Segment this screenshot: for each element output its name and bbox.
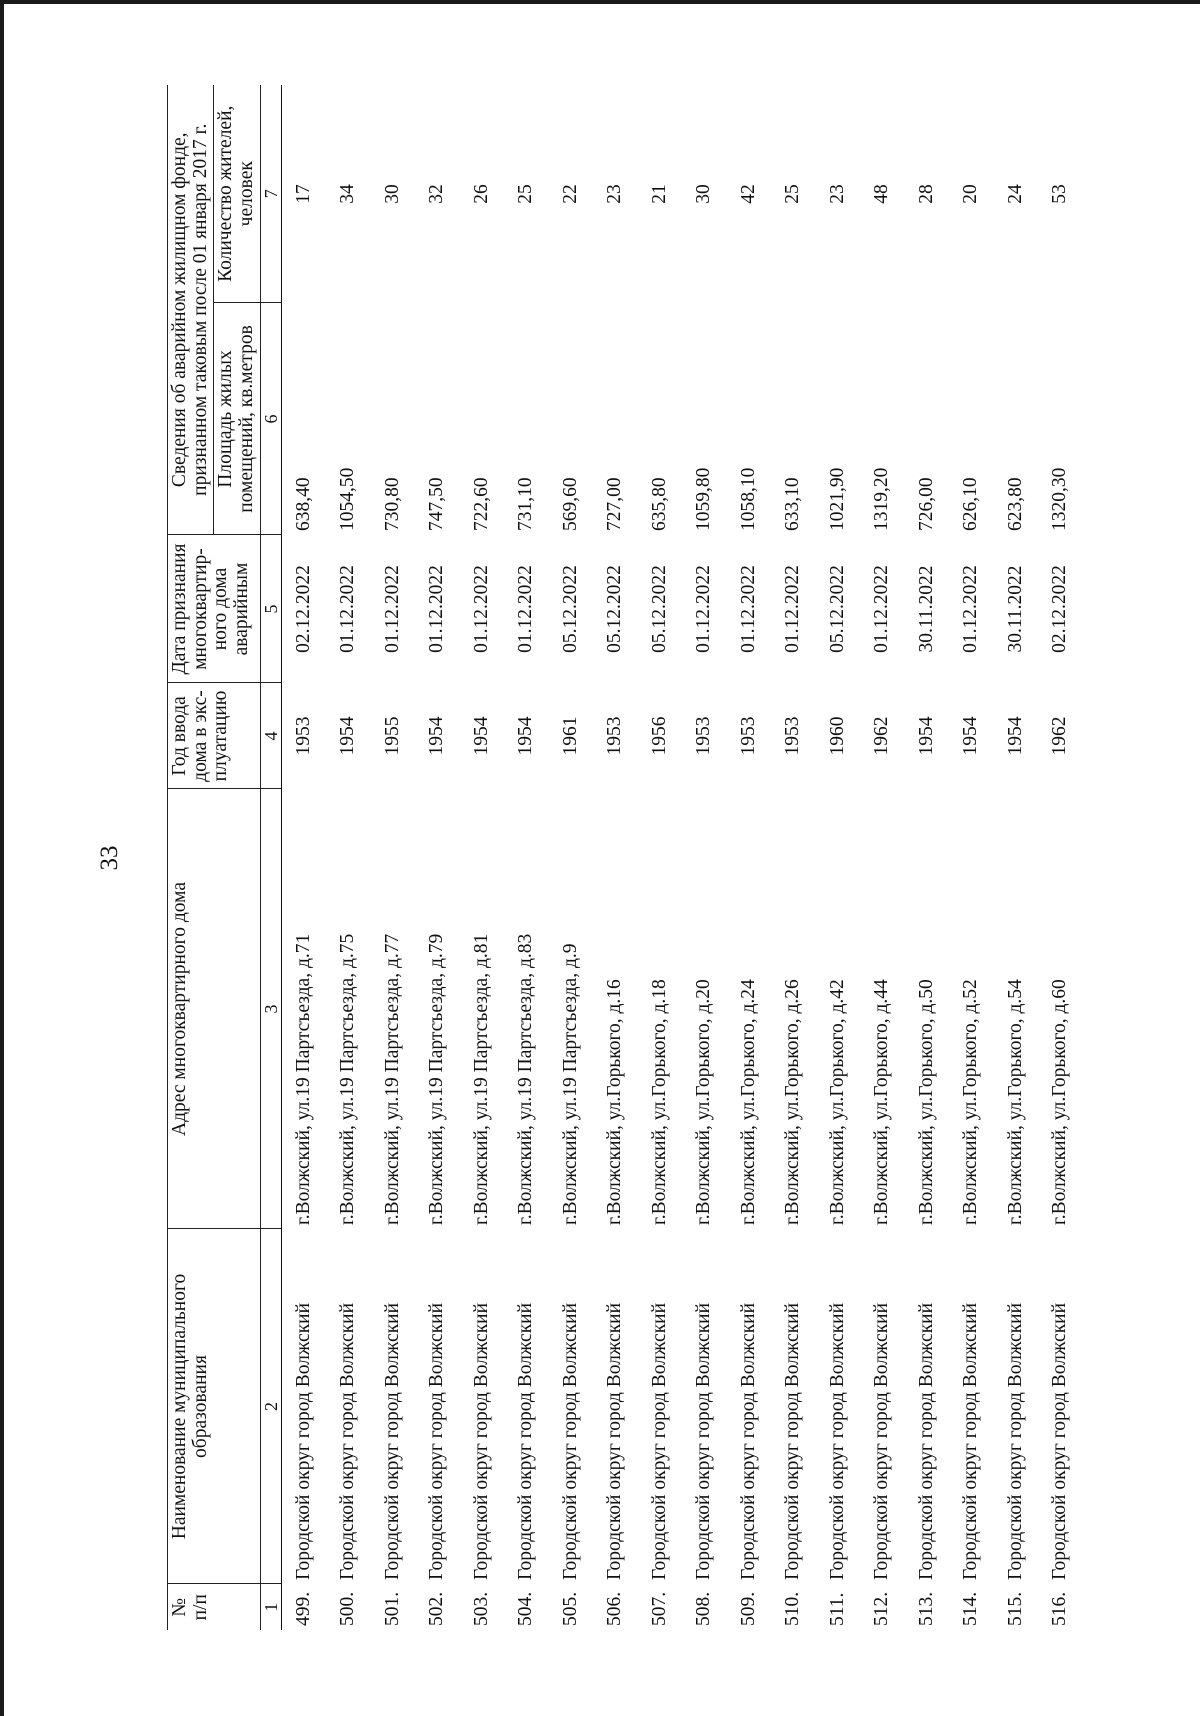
rotated-table-container: [167, 85, 1167, 1630]
page-number: 33: [96, 845, 123, 871]
row-number: 499.: [292, 1591, 314, 1626]
table-row: [460, 85, 505, 1630]
municipality-name: Городской округ город Волжский: [604, 1302, 626, 1580]
header-municipality: Наименование муниципального образования: [168, 1229, 261, 1584]
municipality-name: Городской округ город Волжский: [871, 1302, 893, 1580]
emergency-date: 01.12.2022: [782, 565, 804, 653]
emergency-date: 02.12.2022: [292, 565, 314, 653]
table-row: [994, 85, 1039, 1630]
table-row: [593, 85, 638, 1630]
municipality-name: Городской округ город Волжский: [426, 1302, 448, 1580]
house-address: г.Волжский, ул.19 Партсъезда, д.83: [515, 933, 537, 1225]
table-row: [504, 85, 549, 1630]
row-number: 500.: [337, 1591, 359, 1626]
commission-year: 1953: [693, 716, 715, 756]
table-row: [682, 85, 727, 1630]
living-area: 633,10: [782, 477, 804, 531]
commission-year: 1954: [960, 716, 982, 756]
house-address: г.Волжский, ул.Горького, д.44: [871, 979, 893, 1225]
commission-year: 1962: [1049, 716, 1071, 756]
municipality-name: Городской округ город Волжский: [470, 1302, 492, 1580]
municipality-name: Городской округ город Волжский: [693, 1302, 715, 1580]
row-number: 512.: [871, 1591, 893, 1626]
house-address: г.Волжский, ул.19 Партсъезда, д.75: [337, 933, 359, 1225]
living-area: 638,40: [292, 477, 314, 531]
emergency-date: 01.12.2022: [381, 565, 403, 653]
residents-count: 17: [292, 184, 314, 204]
house-address: г.Волжский, ул.19 Партсъезда, д.71: [292, 933, 314, 1225]
commission-year: 1960: [826, 716, 848, 756]
row-number: 504.: [515, 1591, 537, 1626]
emergency-date: 01.12.2022: [515, 565, 537, 653]
emergency-date: 01.12.2022: [871, 565, 893, 653]
residents-count: 48: [871, 184, 893, 204]
emergency-date: 01.12.2022: [470, 565, 492, 653]
row-number: 508.: [693, 1591, 715, 1626]
municipality-name: Городской округ город Волжский: [826, 1302, 848, 1580]
emergency-date: 05.12.2022: [826, 565, 848, 653]
header-area: Площадь жилых помещений, кв.метров: [214, 303, 260, 535]
header-info-group: Сведения об аварийном жилищном фонде, признанном таковым после 01 января 2017 г.: [168, 85, 214, 535]
commission-year: 1956: [648, 716, 670, 756]
emergency-date: 01.12.2022: [337, 565, 359, 653]
header-address: Адрес многоквартирного дома: [168, 789, 261, 1229]
residents-count: 26: [470, 184, 492, 204]
emergency-date: 05.12.2022: [604, 565, 626, 653]
house-address: г.Волжский, ул.Горького, д.42: [826, 979, 848, 1225]
row-number: 510.: [782, 1591, 804, 1626]
living-area: 626,10: [960, 477, 982, 531]
table-row: [549, 85, 594, 1630]
row-number: 505.: [559, 1591, 581, 1626]
house-address: г.Волжский, ул.Горького, д.24: [737, 979, 759, 1225]
column-number: 6: [260, 303, 281, 535]
municipality-name: Городской округ город Волжский: [648, 1302, 670, 1580]
commission-year: 1954: [470, 716, 492, 756]
table-row: [905, 85, 950, 1630]
living-area: 1320,30: [1049, 467, 1071, 531]
living-area: 726,00: [915, 477, 937, 531]
commission-year: 1953: [292, 716, 314, 756]
house-address: г.Волжский, ул.Горького, д.52: [960, 979, 982, 1225]
house-address: г.Волжский, ул.Горького, д.16: [604, 979, 626, 1225]
emergency-date: 01.12.2022: [960, 565, 982, 653]
emergency-date: 05.12.2022: [559, 565, 581, 653]
table-row: [371, 85, 416, 1630]
municipality-name: Городской округ город Волжский: [337, 1302, 359, 1580]
residents-count: 23: [604, 184, 626, 204]
commission-year: 1954: [426, 716, 448, 756]
table-row: [771, 85, 816, 1630]
residents-count: 23: [826, 184, 848, 204]
table-row: [949, 85, 994, 1630]
living-area: 635,80: [648, 477, 670, 531]
table-row: [727, 85, 772, 1630]
municipality-name: Городской округ город Волжский: [559, 1302, 581, 1580]
residents-count: 24: [1004, 184, 1026, 204]
residents-count: 53: [1049, 184, 1071, 204]
residents-count: 28: [915, 184, 937, 204]
living-area: 730,80: [381, 477, 403, 531]
header-date: Дата признания многоквартир-ного дома аварийным: [168, 535, 261, 683]
commission-year: 1953: [782, 716, 804, 756]
emergency-date: 30.11.2022: [915, 565, 937, 653]
commission-year: 1954: [915, 716, 937, 756]
row-number: 516.: [1049, 1591, 1071, 1626]
row-number: 513.: [915, 1591, 937, 1626]
living-area: 1021,90: [826, 467, 848, 531]
commission-year: 1953: [604, 716, 626, 756]
municipality-name: Городской округ город Волжский: [782, 1302, 804, 1580]
living-area: 731,10: [515, 477, 537, 531]
table-row: [816, 85, 861, 1630]
living-area: 569,60: [559, 477, 581, 531]
table-row: [860, 85, 905, 1630]
column-number-row: [260, 85, 281, 1630]
column-number: 4: [260, 683, 281, 789]
scan-edge-left: [0, 0, 4, 1716]
residents-count: 25: [515, 184, 537, 204]
emergency-date: 01.12.2022: [693, 565, 715, 653]
commission-year: 1954: [515, 716, 537, 756]
municipality-name: Городской округ город Волжский: [1049, 1302, 1071, 1580]
house-address: г.Волжский, ул.19 Партсъезда, д.79: [426, 933, 448, 1225]
column-number: 7: [260, 85, 281, 303]
residents-count: 34: [337, 184, 359, 204]
house-address: г.Волжский, ул.19 Партсъезда, д.81: [470, 933, 492, 1225]
living-area: 747,50: [426, 477, 448, 531]
header-year: Год ввода дома в экс-плуатацию: [168, 683, 261, 789]
residents-count: 32: [426, 184, 448, 204]
residents-count: 30: [693, 184, 715, 204]
row-number: 502.: [426, 1591, 448, 1626]
table-header-row: [168, 85, 214, 1630]
row-number: 501.: [381, 1591, 403, 1626]
house-address: г.Волжский, ул.19 Партсъезда, д.77: [381, 933, 403, 1225]
municipality-name: Городской округ город Волжский: [737, 1302, 759, 1580]
scan-edge-top: [0, 0, 1200, 4]
living-area: 722,60: [470, 477, 492, 531]
house-address: г.Волжский, ул.19 Партсъезда, д.9: [559, 943, 581, 1225]
emergency-housing-table: [167, 85, 1083, 1630]
municipality-name: Городской округ город Волжский: [292, 1302, 314, 1580]
house-address: г.Волжский, ул.Горького, д.54: [1004, 979, 1026, 1225]
emergency-date: 01.12.2022: [426, 565, 448, 653]
living-area: 1319,20: [871, 467, 893, 531]
row-number: 506.: [604, 1591, 626, 1626]
table-row: [638, 85, 683, 1630]
residents-count: 22: [559, 184, 581, 204]
commission-year: 1954: [337, 716, 359, 756]
row-number: 503.: [470, 1591, 492, 1626]
emergency-date: 01.12.2022: [737, 565, 759, 653]
emergency-date: 05.12.2022: [648, 565, 670, 653]
column-number: 5: [260, 535, 281, 683]
residents-count: 30: [381, 184, 403, 204]
row-number: 514.: [960, 1591, 982, 1626]
table-row: [326, 85, 371, 1630]
table-row: [415, 85, 460, 1630]
emergency-date: 30.11.2022: [1004, 565, 1026, 653]
living-area: 623,80: [1004, 477, 1026, 531]
header-num: № п/п: [168, 1584, 261, 1630]
commission-year: 1955: [381, 716, 403, 756]
residents-count: 25: [782, 184, 804, 204]
column-number: 1: [260, 1584, 281, 1630]
column-number: 3: [260, 789, 281, 1229]
house-address: г.Волжский, ул.Горького, д.20: [693, 979, 715, 1225]
municipality-name: Городской округ город Волжский: [515, 1302, 537, 1580]
residents-count: 42: [737, 184, 759, 204]
commission-year: 1962: [871, 716, 893, 756]
municipality-name: Городской округ город Волжский: [381, 1302, 403, 1580]
municipality-name: Городской округ город Волжский: [915, 1302, 937, 1580]
residents-count: 21: [648, 184, 670, 204]
residents-count: 20: [960, 184, 982, 204]
table-row: [1038, 85, 1083, 1630]
municipality-name: Городской округ город Волжский: [960, 1302, 982, 1580]
commission-year: 1953: [737, 716, 759, 756]
living-area: 1059,80: [693, 467, 715, 531]
row-number: 511.: [826, 1592, 848, 1626]
living-area: 727,00: [604, 477, 626, 531]
commission-year: 1954: [1004, 716, 1026, 756]
house-address: г.Волжский, ул.Горького, д.60: [1049, 979, 1071, 1225]
column-number: 2: [260, 1229, 281, 1584]
row-number: 507.: [648, 1591, 670, 1626]
house-address: г.Волжский, ул.Горького, д.50: [915, 979, 937, 1225]
row-number: 515.: [1004, 1591, 1026, 1626]
table-row: [281, 85, 326, 1630]
municipality-name: Городской округ город Волжский: [1004, 1302, 1026, 1580]
living-area: 1054,50: [337, 467, 359, 531]
house-address: г.Волжский, ул.Горького, д.18: [648, 979, 670, 1225]
header-residents: Количество жителей, человек: [214, 85, 260, 303]
house-address: г.Волжский, ул.Горького, д.26: [782, 979, 804, 1225]
row-number: 509.: [737, 1591, 759, 1626]
table-body: [281, 85, 1083, 1630]
living-area: 1058,10: [737, 467, 759, 531]
commission-year: 1961: [559, 716, 581, 756]
emergency-date: 02.12.2022: [1049, 565, 1071, 653]
